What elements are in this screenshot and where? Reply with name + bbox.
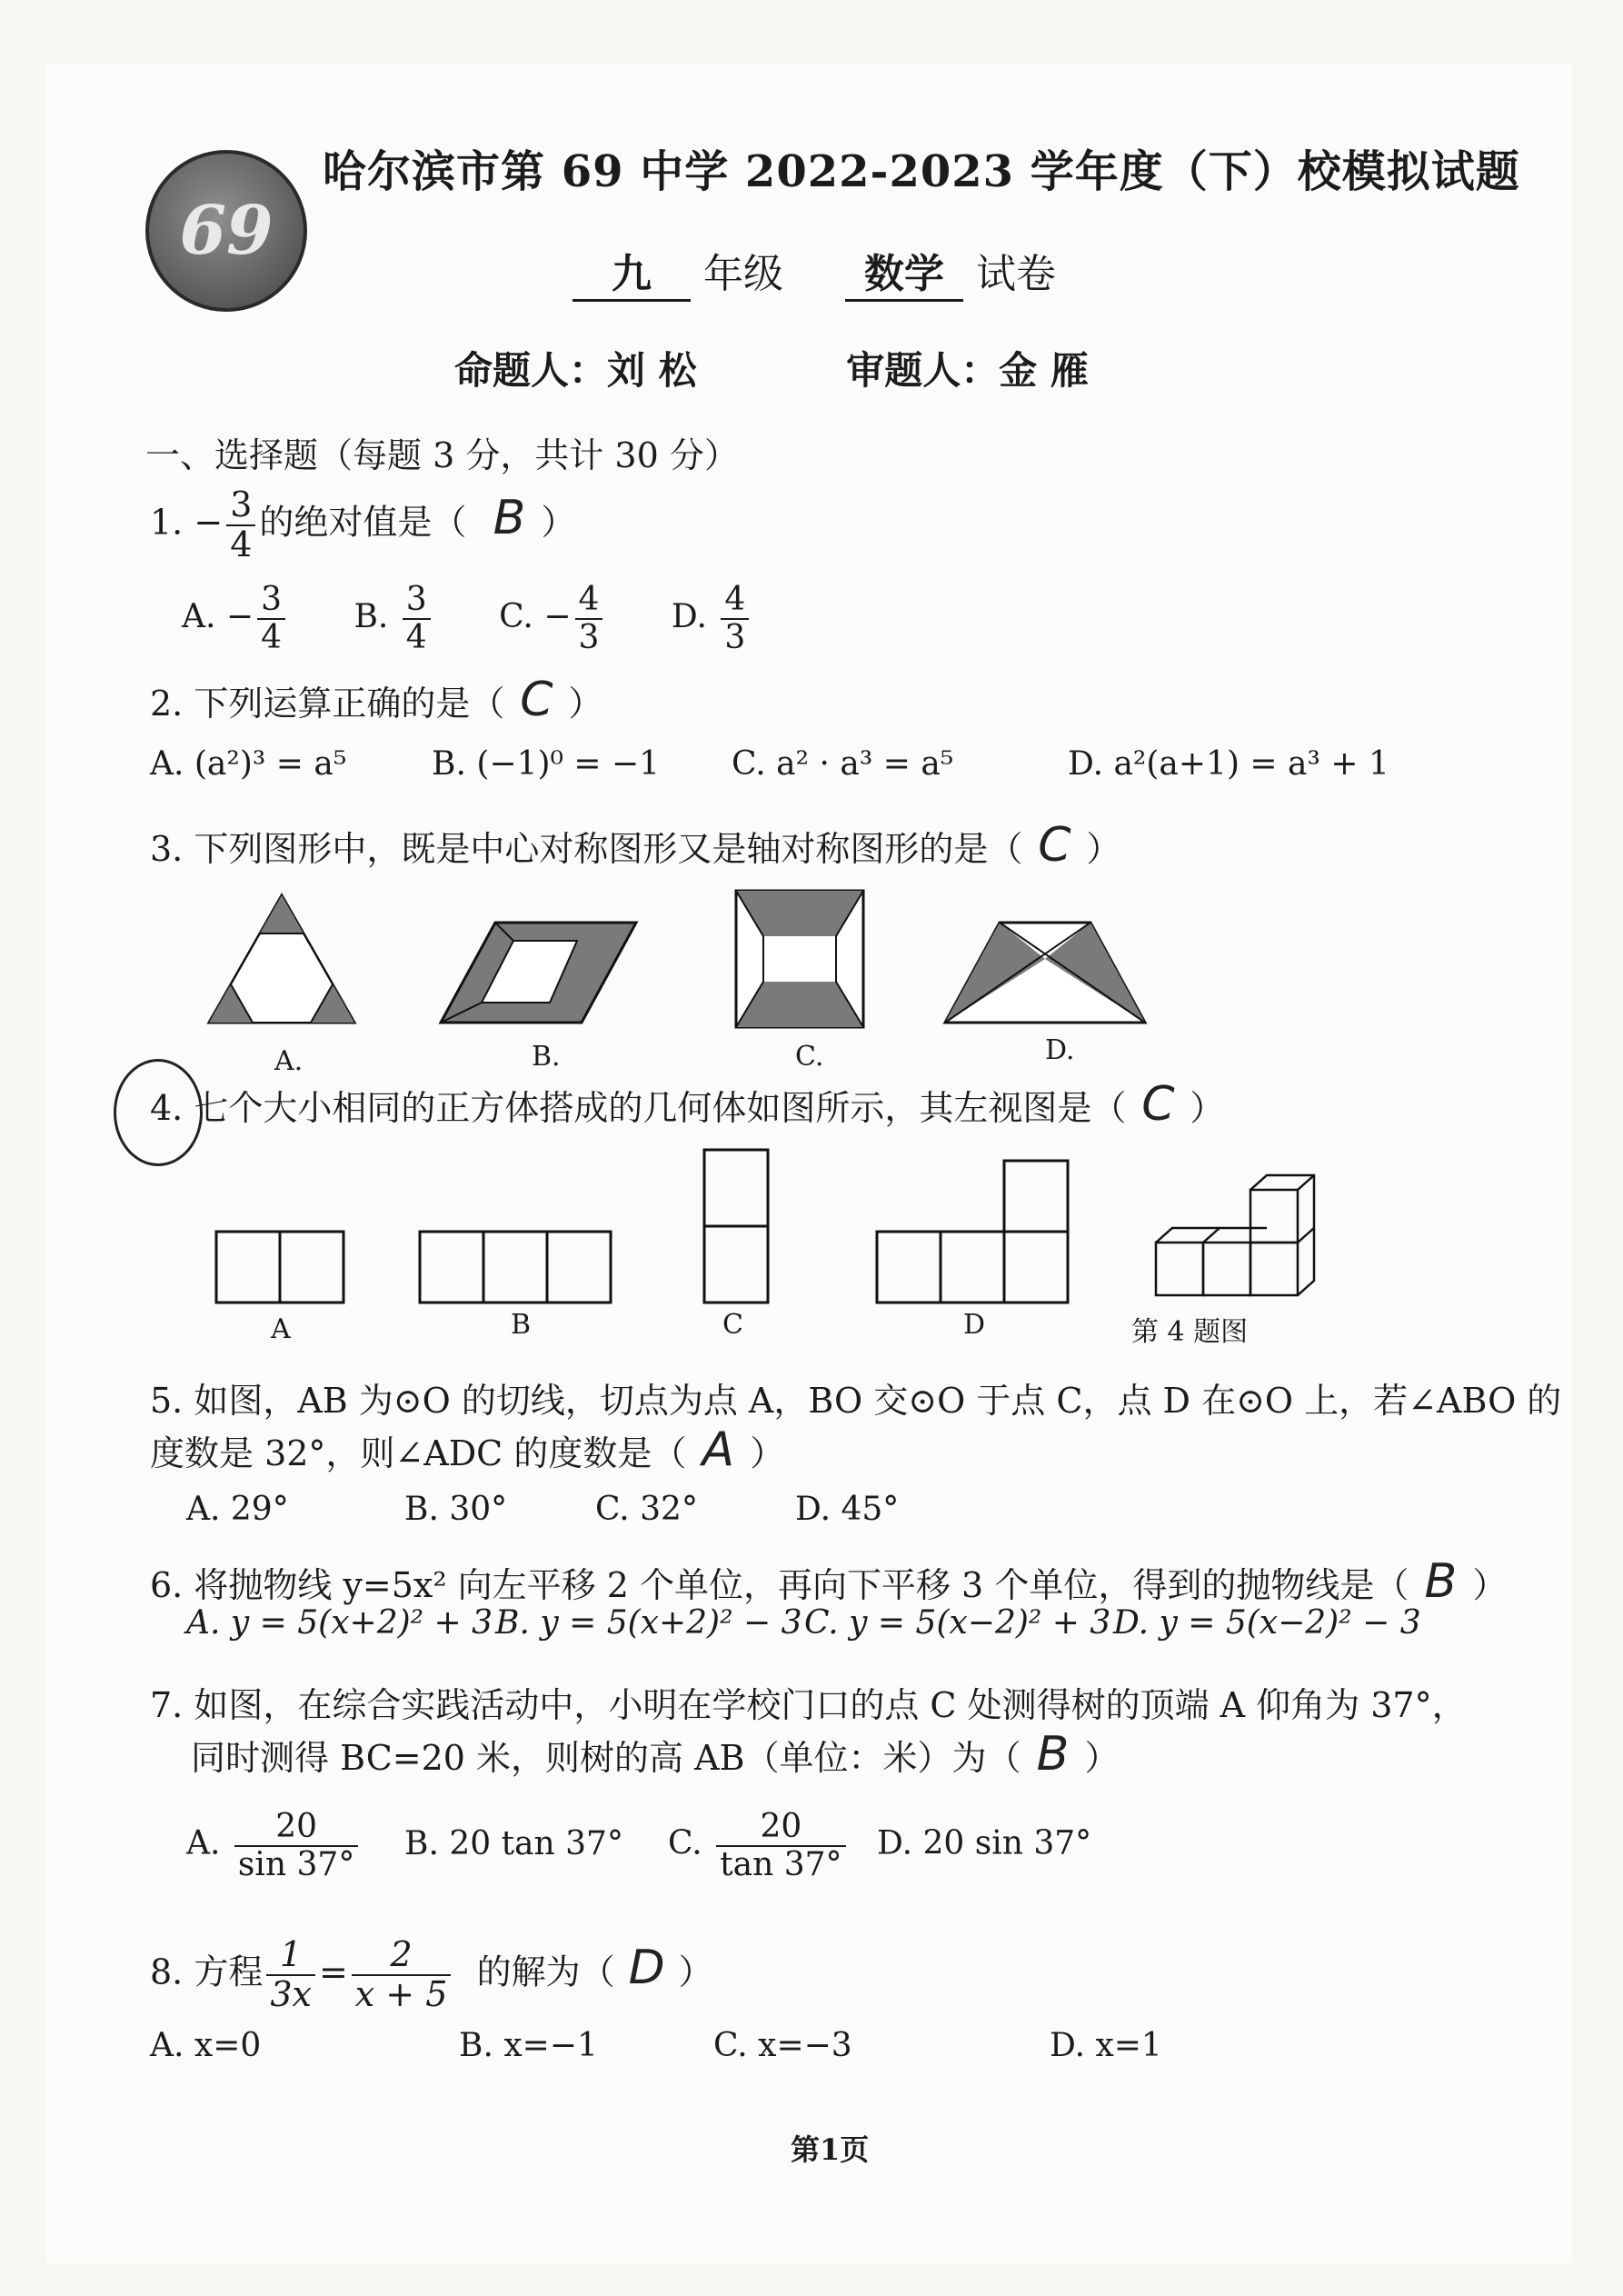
q7-opt-c-label: C. xyxy=(668,1824,702,1862)
q1-option-a xyxy=(182,581,289,656)
q3-figure-c xyxy=(736,891,863,1027)
q4-view-a xyxy=(216,1232,344,1303)
q6-option-a: A. y = 5(x+2)² + 3 xyxy=(186,1604,493,1642)
q1-text: 的绝对值是（ xyxy=(259,502,467,543)
q2-option-b: B. (−1)⁰ = −1 xyxy=(432,745,661,783)
q4-label-d: D xyxy=(963,1309,986,1341)
question-5 xyxy=(150,1423,784,1477)
q7-line-1: 7. 如图，在综合实践活动中，小明在学校门口的点 C 处测得树的顶端 A 仰角为 37°， xyxy=(150,1685,1467,1725)
q5-option-c: C. 32° xyxy=(595,1491,698,1528)
q4-solid-figure xyxy=(1156,1175,1314,1295)
q5-text: 度数是 32°，则∠ADC 的度数是（ xyxy=(150,1433,687,1473)
q5-option-d: D. 45° xyxy=(795,1491,900,1528)
q1-opt-b-num: 3 xyxy=(403,582,431,620)
exam-title: 哈尔滨市第 69 中学 2022-2023 学年度（下）校模拟试题 xyxy=(323,146,1520,197)
q5-options xyxy=(186,1491,899,1528)
question-4 xyxy=(150,1077,1224,1132)
question-7 xyxy=(191,1727,1120,1782)
q7-opt-a-label: A. xyxy=(186,1824,221,1862)
q4-label-c: C xyxy=(722,1309,743,1341)
q5-answer: A xyxy=(702,1423,735,1477)
q3-figure-d xyxy=(945,923,1145,1023)
question-2 xyxy=(150,673,602,727)
q1-opt-b-den: 4 xyxy=(405,618,427,656)
q1-option-b xyxy=(353,581,433,656)
q5-close: ） xyxy=(750,1433,785,1473)
q8-options xyxy=(150,2027,1162,2064)
q8-equals: = xyxy=(318,1952,348,1992)
q5-option-a: A. 29° xyxy=(186,1491,289,1528)
q8-prefix: 8. 方程 xyxy=(150,1952,264,1992)
logo-number: 69 xyxy=(179,192,274,270)
q1-options xyxy=(182,582,752,655)
q5-line-1: 5. 如图，AB 为⊙O 的切线，切点为点 A，BO 交⊙O 于点 C，点 D 在⊙O 上，若∠ABO 的 xyxy=(150,1381,1562,1421)
q8-right-den: x + 5 xyxy=(354,1973,448,2014)
q3-label-c: C. xyxy=(795,1041,824,1073)
q8-option-b: B. x=−1 xyxy=(459,2027,598,2064)
q7-opt-a-num: 20 xyxy=(234,1809,358,1847)
q3-label-d: D. xyxy=(1045,1034,1075,1066)
q1-opt-c-den: 3 xyxy=(578,618,600,656)
subject-value: 数学 xyxy=(845,241,963,302)
q7-text: 同时测得 BC=20 米，则树的高 AB（单位：米）为（ xyxy=(191,1738,1021,1778)
subject-label: 试卷 xyxy=(976,251,1056,297)
authors-line xyxy=(454,341,1089,395)
q3-label-b: B. xyxy=(532,1041,561,1073)
q4-text: 4. 七个大小相同的正方体搭成的几何体如图所示，其左视图是（ xyxy=(150,1088,1127,1128)
q8-text: 的解为（ xyxy=(476,1952,615,1992)
q4-view-b xyxy=(420,1232,611,1303)
q6-option-c: C. y = 5(x−2)² + 3 xyxy=(804,1604,1111,1642)
q1-opt-a-den: 4 xyxy=(261,618,282,656)
q1-opt-c-label: C. xyxy=(499,597,533,635)
reviewer: 审题人：金 雁 xyxy=(846,348,1089,393)
q2-option-c: C. a² · a³ = a⁵ xyxy=(732,745,954,783)
q2-answer: C xyxy=(520,673,553,727)
q6-option-b: B. y = 5(x+2)² − 3 xyxy=(495,1604,802,1642)
q3-answer: C xyxy=(1038,818,1071,873)
q7-opt-c-den: tan 37° xyxy=(720,1845,842,1883)
question-8 xyxy=(150,1936,713,2014)
q4-label-a: A xyxy=(271,1313,291,1345)
q1-opt-d-num: 4 xyxy=(721,582,749,620)
q8-right-num: 2 xyxy=(352,1936,452,1976)
section-heading: 一、选择题（每题 3 分，共计 30 分） xyxy=(145,435,739,475)
q2-option-d: D. a²(a+1) = a³ + 1 xyxy=(1068,745,1389,783)
q4-view-d xyxy=(877,1161,1068,1303)
q7-option-a xyxy=(186,1809,404,1882)
q8-option-c: C. x=−3 xyxy=(713,2027,852,2064)
q1-opt-a-num: 3 xyxy=(257,582,285,620)
q8-left-num: 1 xyxy=(266,1936,315,1976)
q3-label-a: A. xyxy=(274,1045,304,1077)
q7-answer: B xyxy=(1036,1727,1070,1782)
q1-close: ） xyxy=(541,502,576,543)
q7-opt-c-num: 20 xyxy=(716,1809,845,1847)
q8-close: ） xyxy=(678,1952,713,1992)
grade-label: 年级 xyxy=(703,251,783,297)
q2-option-a: A. (a²)³ = a⁵ xyxy=(150,745,347,783)
q1-opt-c-num: 4 xyxy=(575,582,603,620)
q4-view-c xyxy=(704,1150,768,1303)
grade-value: 九 xyxy=(573,241,691,302)
school-logo xyxy=(145,150,307,312)
q4-figures xyxy=(209,1141,1336,1309)
q3-text: 3. 下列图形中，既是中心对称图形又是轴对称图形的是（ xyxy=(150,829,1023,869)
q6-close: ） xyxy=(1472,1565,1508,1605)
q2-close: ） xyxy=(568,684,603,724)
q7-option-c xyxy=(668,1809,877,1882)
q7-opt-a-den: sin 37° xyxy=(237,1845,355,1883)
q2-text: 2. 下列运算正确的是（ xyxy=(150,684,505,724)
q7-option-d: D. 20 sin 37° xyxy=(877,1824,1092,1862)
question-6 xyxy=(150,1554,1507,1609)
q7-close: ） xyxy=(1084,1738,1120,1778)
question-3 xyxy=(150,818,1120,873)
q6-answer: B xyxy=(1424,1554,1458,1609)
q1-answer: B xyxy=(493,491,526,546)
q4-answer: C xyxy=(1141,1077,1175,1132)
page-number: 第1页 xyxy=(791,2132,870,2167)
q8-option-d: D. x=1 xyxy=(1050,2027,1162,2064)
q1-opt-d-label: D. xyxy=(671,597,707,635)
q8-option-a: A. x=0 xyxy=(150,2027,262,2064)
q4-figure-caption: 第 4 题图 xyxy=(1131,1316,1249,1348)
q3-figure-a xyxy=(209,895,354,1023)
q5-option-b: B. 30° xyxy=(404,1491,508,1528)
q4-label-b: B xyxy=(511,1309,532,1341)
question-1 xyxy=(150,486,576,564)
setter: 命题人：刘 松 xyxy=(454,348,697,393)
q1-den: 4 xyxy=(230,524,253,564)
q1-opt-a-label: A. xyxy=(182,597,216,635)
q6-option-d: D. y = 5(x−2)² − 3 xyxy=(1113,1604,1421,1642)
q8-left-den: 3x xyxy=(270,1973,312,2014)
q1-num: 3 xyxy=(226,486,255,526)
q1-fraction xyxy=(226,486,255,564)
q7-option-b: B. 20 tan 37° xyxy=(404,1824,623,1862)
q3-close: ） xyxy=(1086,829,1121,869)
q3-figure-b xyxy=(441,923,636,1023)
q1-opt-d-den: 3 xyxy=(724,618,746,656)
q4-close: ） xyxy=(1190,1088,1225,1128)
q3-figures xyxy=(200,886,1181,1068)
q1-opt-a-sign: − xyxy=(225,597,254,635)
q6-text: 6. 将抛物线 y=5x² 向左平移 2 个单位，再向下平移 3 个单位，得到的抛物线是（ xyxy=(150,1565,1409,1605)
q1-option-d xyxy=(671,581,752,656)
q6-options xyxy=(186,1604,1421,1642)
q1-opt-b-label: B. xyxy=(353,597,389,635)
q1-number: 1. xyxy=(150,502,184,543)
q1-opt-c-sign: − xyxy=(543,597,572,635)
exam-subtitle xyxy=(573,241,1056,302)
q1-option-c xyxy=(499,581,606,656)
q2-options xyxy=(150,745,1389,783)
q7-options xyxy=(186,1809,1091,1882)
q1-sign: − xyxy=(194,502,224,543)
q8-answer: D xyxy=(628,1941,665,1996)
